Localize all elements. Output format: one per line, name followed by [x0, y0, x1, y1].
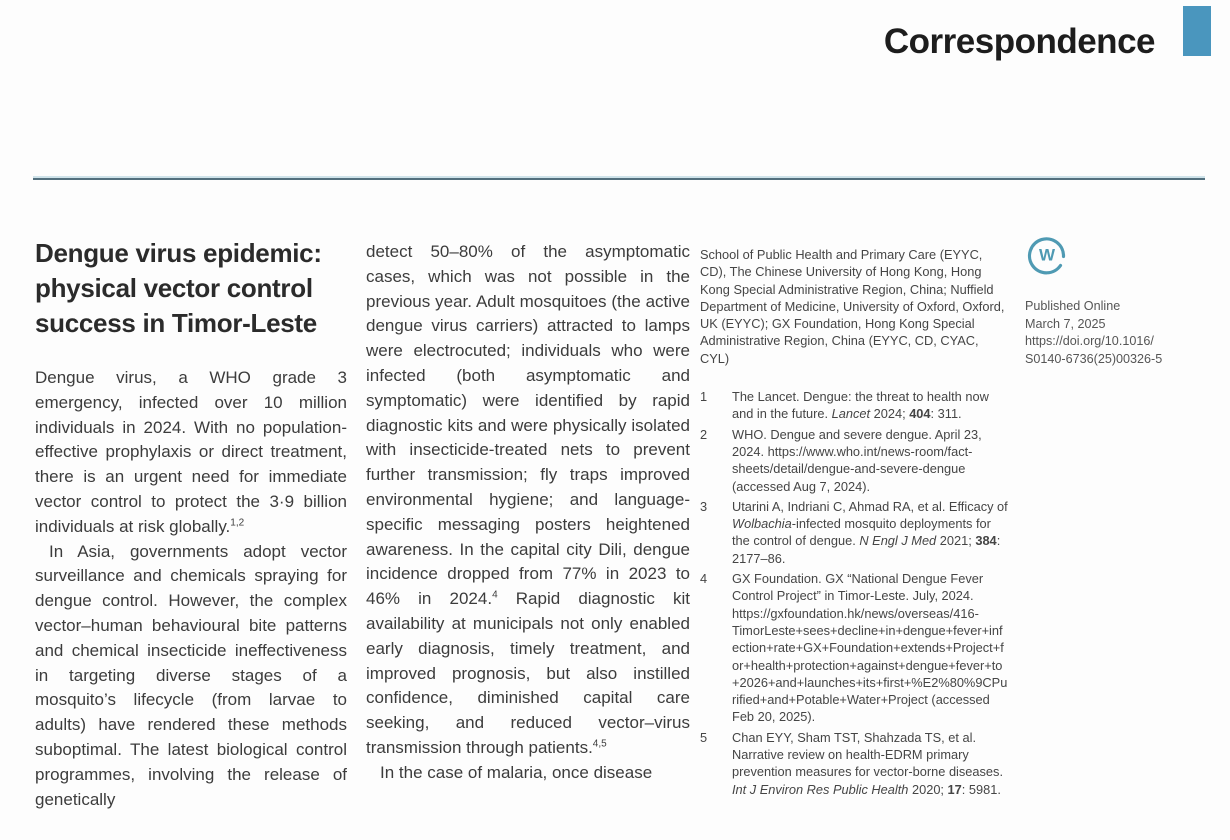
volume-number: 384	[975, 533, 997, 549]
reference-number: 2	[700, 426, 708, 442]
publication-info	[1025, 298, 1215, 368]
body-paragraph	[35, 366, 347, 540]
journal-name: N Engl J Med	[859, 533, 937, 549]
reference-segment: -infected mosquito deployments for the control of dengue.	[732, 516, 991, 549]
margin-notes	[1025, 232, 1215, 368]
accent-bar	[1183, 6, 1211, 56]
body-paragraph: In Asia, governments adopt vector surveillance and chemicals spraying for dengue control. However, the complex vector–human behavioural bite patterns and chemical insecticide ineffectiveness in targeting diverse stages of a mosquito’s lifecycle (from larvae to adults) have rendered these methods suboptimal. The latest biological control programmes, involving the release of genetically	[35, 541, 347, 809]
reference-marker: 4,5	[592, 738, 607, 750]
reference-segment: Utarini A, Indriani C, Ahmad RA, et al. Efficacy of	[732, 498, 1008, 514]
reference-url[interactable]: https://www.who.int/news-room/fact-sheets/detail/dengue-and-severe-dengue	[732, 443, 973, 477]
species-name: Wolbachia	[732, 516, 792, 532]
reference-item	[700, 498, 1008, 567]
reference-segment: The Lancet. Dengue: the threat to health now and in the future.	[732, 389, 989, 422]
doi-link-line2[interactable]: S0140-6736(25)00326-5	[1025, 351, 1163, 366]
reference-segment: 2024;	[870, 406, 910, 422]
reference-segment: : 2177–86.	[732, 533, 1001, 566]
body-paragraph	[366, 240, 690, 761]
paragraph-text: detect 50–80% of the asymptomatic cases, which was not possible in the previous year. Adult mosquitoes (the active dengue virus carriers) attracted to lamps were electrocuted; individuals who were infected (both asymptomatic and symptomatic) were identified by rapid diagnostic kits and were physically isolated with insecticide-treated nets to prevent further transmission; fly traps improved environmental hygiene; and language-specific messaging posters heightened awareness. In the capital city Dili, dengue incidence dropped from 77% in 2023 to 46% in 2024.	[366, 242, 690, 609]
reference-segment: (accessed Feb 20, 2025).	[732, 692, 990, 725]
column-1	[35, 236, 347, 812]
reference-segment: 2020;	[908, 781, 948, 797]
reference-item	[700, 570, 1008, 726]
header-divider	[33, 176, 1205, 180]
reference-segment: GX Foundation. GX “National Dengue Fever Control Project” in Timor-Leste. July, 2024.	[732, 571, 984, 604]
reference-segment: : 311.	[930, 406, 962, 422]
reference-number: 4	[700, 571, 708, 587]
affiliations-block: School of Public Health and Primary Care (EYYC, CD), The Chinese University of Hong Kong, Hong Kong Special Administrative Region, China; Nuffield Department of Medicine, University of Oxford, Oxford, UK (EYYC); GX Foundation, Hong Kong Special Administrative Region, China (EYYC, CD, CYAC, CYL)	[700, 247, 1005, 366]
reference-text	[732, 498, 1008, 567]
reference-segment: 2021;	[936, 533, 976, 549]
reference-item	[700, 388, 1008, 423]
column-3	[700, 246, 1008, 801]
doi-link-line1[interactable]: https://doi.org/10.1016/	[1025, 334, 1154, 348]
volume-number: 17	[947, 781, 962, 797]
reference-text	[732, 388, 1008, 423]
reference-number: 5	[700, 729, 708, 745]
paragraph-text: Rapid diagnostic kit availability at municipals not only enabled early diagnosis, timely treatment, and improved prognosis, but also instilled confidence, diminished capital care seeking, and reduced vector–virus transmission through patients.	[366, 589, 691, 757]
circled-w-icon	[1025, 232, 1069, 276]
paragraph-text: Dengue virus, a WHO grade 3 emergency, infected over 10 million individuals in 2024. With no population-effective prophylaxis or direct treatment, there is an urgent need for immediate vector control to protect the 3·9 billion individuals at risk globally.	[35, 368, 347, 536]
published-date: March 7, 2025	[1025, 316, 1106, 331]
reference-number: 3	[700, 498, 708, 514]
body-paragraph: In the case of malaria, once disease	[380, 762, 653, 782]
reference-text	[732, 426, 1008, 495]
reference-text	[732, 570, 1008, 726]
article-title: Dengue virus epidemic: physical vector control success in Timor-Leste	[35, 238, 322, 338]
journal-name: Lancet	[831, 406, 871, 422]
journal-name: Int J Environ Res Public Health	[732, 781, 909, 797]
reference-url[interactable]: https://gxfoundation.hk/news/overseas/416-TimorLeste+sees+decline+in+dengue+fever+infection+rate+GX+Foundation+extends+Project+for+health+protection+against+dengue+fever+to+2026+and+launches+its+first+%E2%80%9CPurified+and+Potable+Water+Project	[732, 605, 1008, 708]
reference-item	[700, 426, 1008, 495]
reference-segment: WHO. Dengue and severe dengue. April 23, 2024.	[732, 426, 982, 459]
volume-number: 404	[909, 406, 931, 422]
reference-marker: 1,2	[230, 517, 245, 529]
reference-marker: 4	[492, 589, 498, 601]
reference-item	[700, 729, 1008, 798]
svg-text:W: W	[1038, 245, 1056, 265]
reference-segment: Chan EYY, Sham TST, Shahzada TS, et al. Narrative review on health-EDRM primary prevention measures for vector-borne diseases.	[732, 729, 1004, 780]
reference-number: 1	[700, 389, 708, 405]
column-2	[366, 240, 690, 786]
reference-text	[732, 729, 1008, 798]
reference-segment: : 5981.	[961, 781, 1001, 797]
reference-segment: (accessed Aug 7, 2024).	[732, 478, 871, 494]
published-online-label: Published Online	[1025, 299, 1121, 313]
section-header: Correspondence	[883, 22, 1155, 61]
